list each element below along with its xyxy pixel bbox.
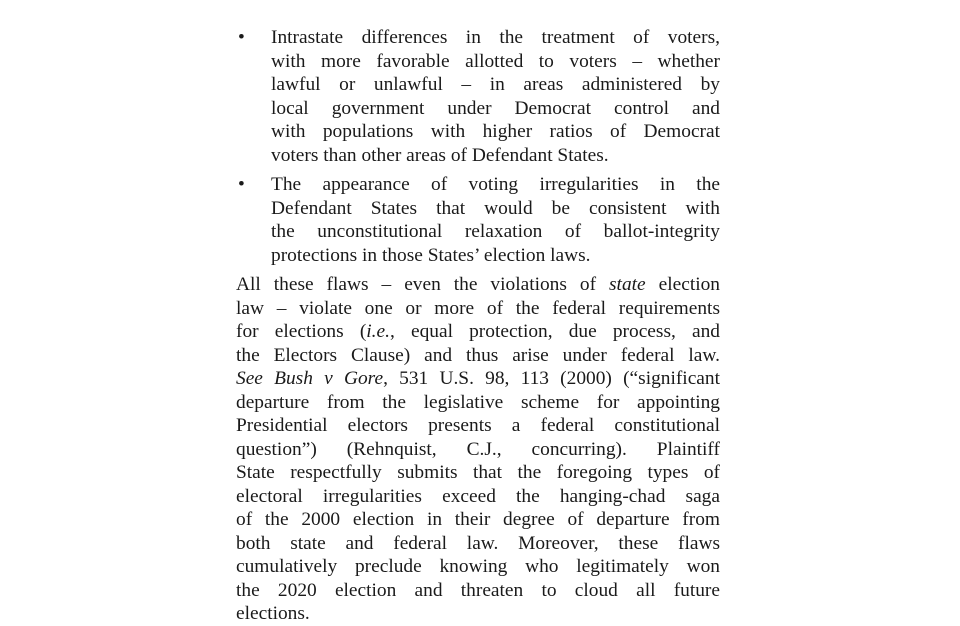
text-line: elections. [236,603,310,624]
text-line [236,320,720,344]
case-citation: See Bush v Gore [236,368,384,389]
text-line: voters than other areas of Defendant States. [271,144,609,166]
text-line: the Electors Clause) and thus arise under federal law. [236,344,720,366]
text-line: local government under Democrat control and [271,97,720,119]
text-line: question”) (Rehnquist, C.J., concurring). Plaintiff [236,438,720,460]
bullet-item [236,173,720,267]
text-line: departure from the legislative scheme for appointing [236,391,720,413]
text-run: election [645,274,720,295]
italic-text: state [609,274,646,295]
text-run: , equal protection, due process, and [389,321,720,342]
text-line: the unconstitutional relaxation of ballot-integrity [271,221,720,242]
bullet-marker: • [238,27,245,48]
text-line: with more favorable allotted to voters – whether [271,50,720,72]
text-line: The appearance of voting irregularities in the [271,174,720,195]
text-line: with populations with higher ratios of Democrat [271,121,720,142]
text-line: both state and federal law. Moreover, these flaws [236,532,720,554]
text-line: protections in those States’ election laws. [271,244,591,266]
text-line [236,273,720,297]
text-line: lawful or unlawful – in areas administered by [271,74,720,95]
text-line: electoral irregularities exceed the hanging-chad saga [236,485,720,507]
text-run: All these flaws – even the violations of [236,274,610,295]
text-line [236,367,720,391]
italic-text: i.e. [366,321,390,342]
text-line: Intrastate differences in the treatment of voters, [271,27,720,48]
text-line: State respectfully submits that the foregoing types of [236,462,720,483]
text-line: Presidential electors presents a federal constitutional [236,415,720,436]
text-run: for elections ( [236,321,367,342]
text-run: , 531 U.S. 98, 113 (2000) (“significant [383,368,720,389]
text-line: law – violate one or more of the federal requirements [236,297,720,319]
bullet-marker: • [238,174,245,195]
bullet-item [236,26,720,167]
text-line: cumulatively preclude knowing who legitimately won [236,556,720,577]
body-paragraph [236,273,720,626]
text-line: Defendant States that would be consistent with [271,197,720,219]
text-line: of the 2000 election in their degree of departure from [236,509,720,530]
text-line: the 2020 election and threaten to cloud all future [236,579,720,601]
document-page [236,26,720,626]
